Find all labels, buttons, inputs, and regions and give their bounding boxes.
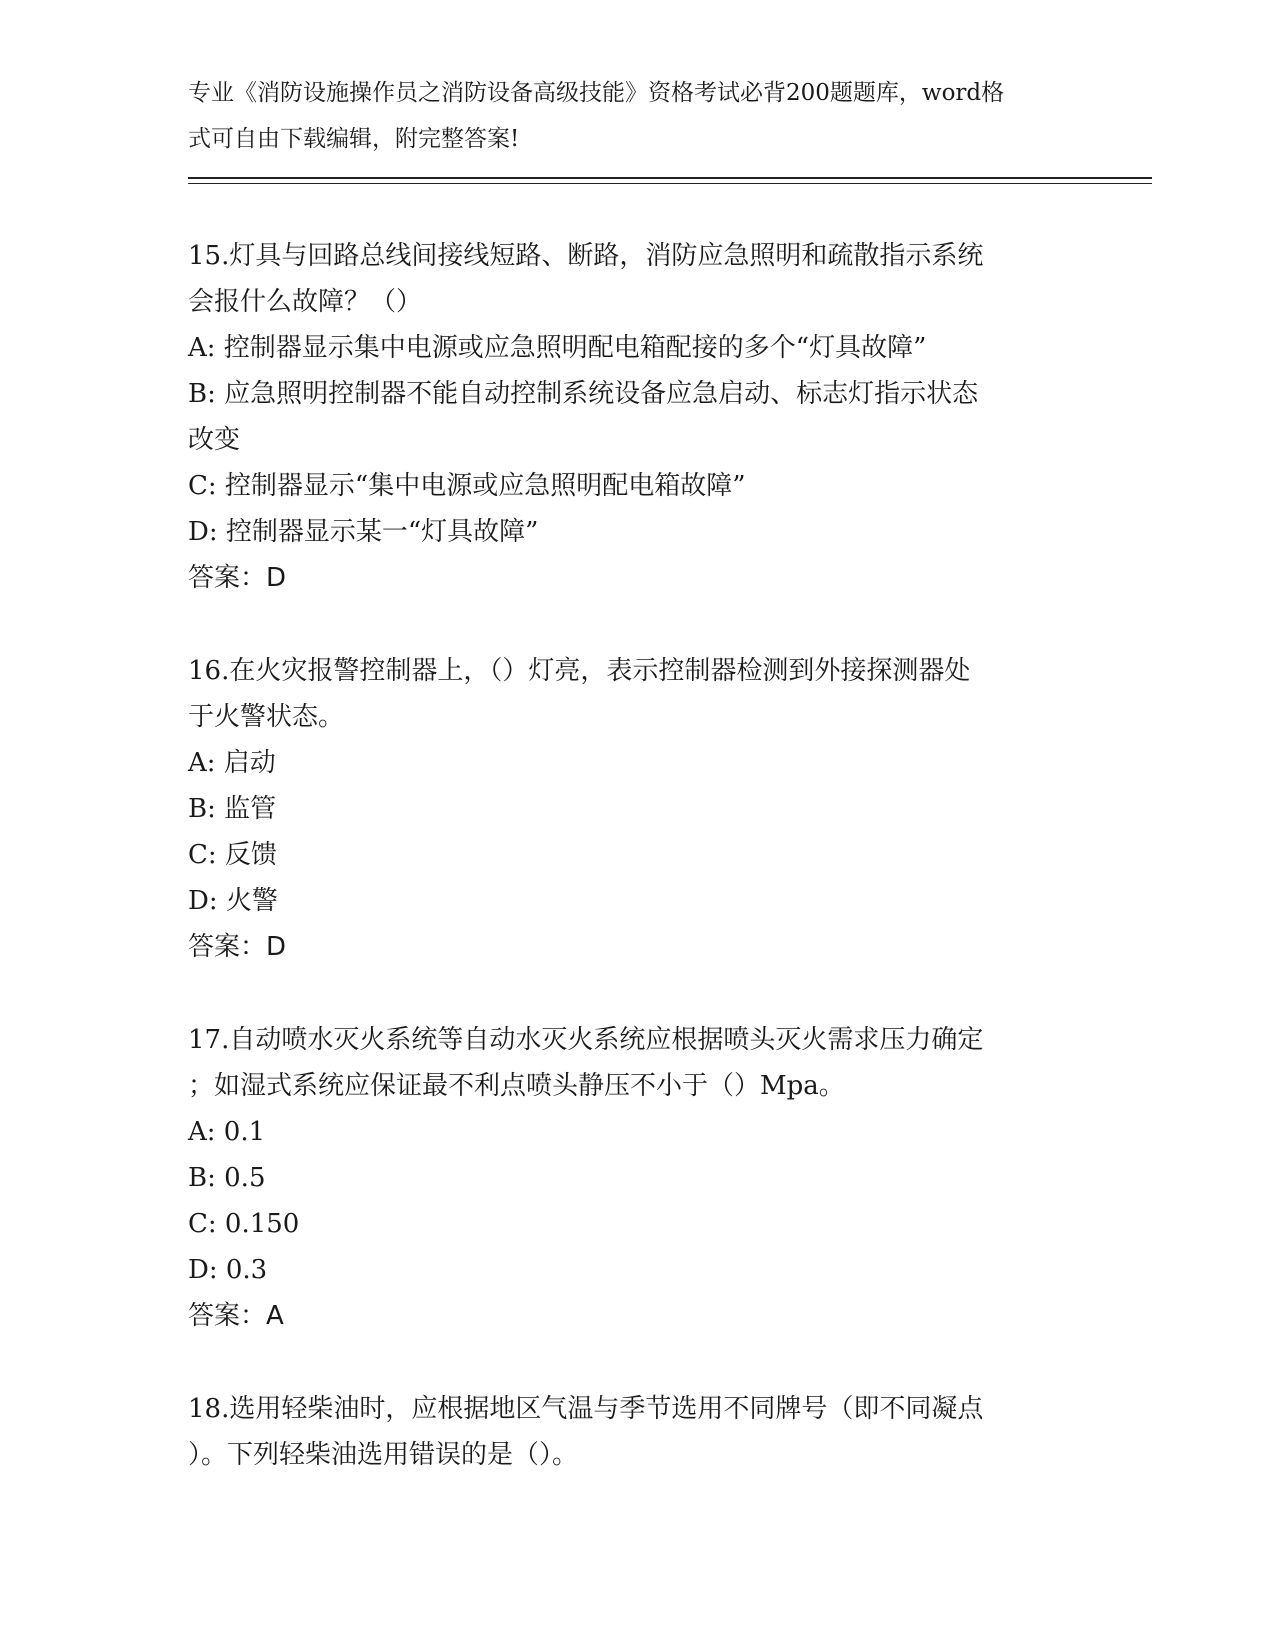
option-d: D: 0.3 (188, 1255, 268, 1285)
answer-label: 答案：D (188, 563, 287, 593)
question-text: 15.灯具与回路总线间接线短路、断路，消防应急照明和疏散指示系统 (188, 241, 984, 271)
option-c: C: 0.150 (188, 1209, 300, 1239)
question-17 (188, 1017, 1088, 1339)
question-text: 会报什么故障？（） (188, 287, 423, 317)
option-b: B: 0.5 (188, 1163, 266, 1193)
option-b: 改变 (188, 425, 241, 455)
question-text: 17.自动喷水灭火系统等自动水灭火系统应根据喷头灭火需求压力确定 (188, 1025, 984, 1055)
question-15 (188, 233, 1088, 601)
question-16 (188, 648, 1088, 970)
question-text: ；如湿式系统应保证最不利点喷头静压不小于（）Mpa。 (188, 1071, 845, 1101)
option-c: C: 控制器显示“集中电源或应急照明配电箱故障” (188, 471, 746, 501)
header-divider (188, 183, 1152, 184)
question-list (188, 233, 1088, 1525)
answer-label: 答案：A (188, 1301, 284, 1331)
option-c: C: 反馈 (188, 840, 277, 870)
option-d: D: 控制器显示某一“灯具故障” (188, 517, 539, 547)
option-b: B: 应急照明控制器不能自动控制系统设备应急启动、标志灯指示状态 (188, 379, 979, 409)
question-text: 于火警状态。 (188, 702, 345, 732)
question-text: ）。下列轻柴油选用错误的是（）。 (188, 1440, 579, 1470)
option-d: D: 火警 (188, 886, 278, 916)
document-header (188, 70, 1068, 162)
option-a: A: 0.1 (188, 1117, 266, 1147)
question-text: 18.选用轻柴油时，应根据地区气温与季节选用不同牌号（即不同凝点 (188, 1394, 984, 1424)
header-line: 专业《消防设施操作员之消防设备高级技能》资格考试必背200题题库，word格 (188, 80, 1005, 106)
header-line: 式可自由下载编辑，附完整答案! (188, 126, 520, 152)
answer-label: 答案：D (188, 932, 287, 962)
option-a: A: 控制器显示集中电源或应急照明配电箱配接的多个“灯具故障” (188, 333, 927, 363)
question-text: 16.在火灾报警控制器上，（）灯亮，表示控制器检测到外接探测器处 (188, 656, 971, 686)
option-b: B: 监管 (188, 794, 277, 824)
option-a: A: 启动 (188, 748, 276, 778)
header-divider (188, 177, 1152, 179)
question-18 (188, 1386, 1088, 1478)
